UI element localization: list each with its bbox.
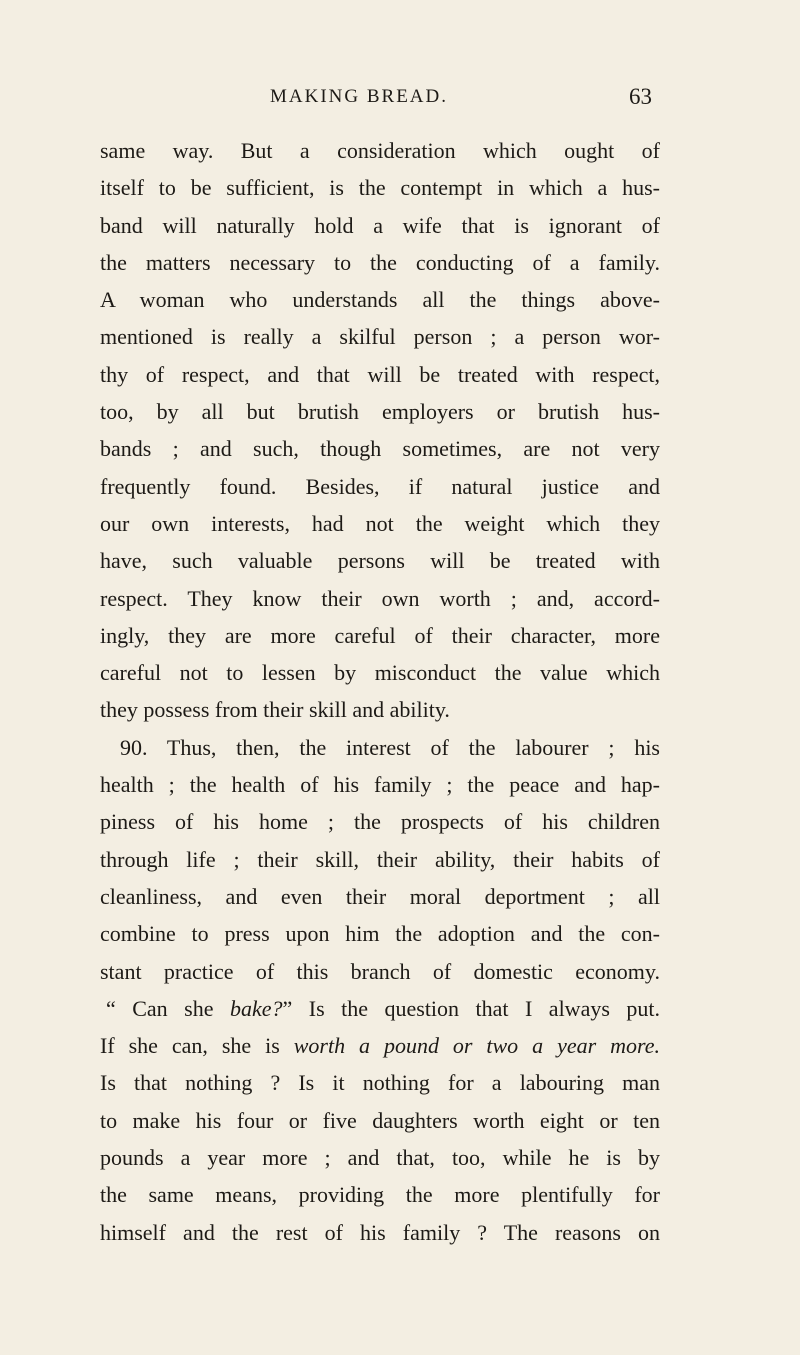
text-line: have, such valuable persons will be treated with (100, 548, 660, 574)
body-text (100, 132, 660, 1251)
text-line: itself to be sufficient, is the contempt in which a hus- (100, 175, 660, 201)
text-line-question (100, 990, 660, 1027)
running-head (0, 86, 800, 116)
running-title: MAKING BREAD. (270, 86, 448, 107)
text-line: through life ; their skill, their ability, their habits of (100, 846, 660, 872)
text-line: piness of his home ; the prospects of his children (100, 809, 660, 835)
text-segment: ” Is the question that I always put. (282, 995, 660, 1021)
text-line-answer (100, 1027, 660, 1064)
text-line: mentioned is really a skilful person ; a person wor- (100, 324, 660, 350)
text-line: same way. But a consideration which ought of (100, 138, 660, 163)
text-line: A woman who understands all the things above- (100, 287, 660, 313)
page-number: 63 (629, 84, 652, 109)
text-line: our own interests, had not the weight which they (100, 510, 660, 536)
text-line: cleanliness, and even their moral deportment ; all (100, 883, 660, 909)
text-line: the same means, providing the more plentifully for (100, 1182, 660, 1208)
text-line: thy of respect, and that will be treated with respect, (100, 361, 660, 387)
paragraph-start-line: 90. Thus, then, the interest of the labourer ; his (120, 734, 660, 760)
text-line: too, by all but brutish employers or brutish hus- (100, 399, 660, 425)
text-line: combine to press upon him the adoption and the con- (100, 921, 660, 947)
text-line: himself and the rest of his family ? The reasons on (100, 1219, 660, 1245)
italic-phrase: worth a pound or two a year more. (293, 1033, 660, 1059)
text-line: pounds a year more ; and that, too, while he is by (100, 1145, 660, 1171)
text-segment: “ Can she (106, 995, 230, 1021)
text-line: ingly, they are more careful of their character, more (100, 622, 660, 648)
text-line: band will naturally hold a wife that is ignorant of (100, 212, 660, 238)
text-segment: If she can, she is (100, 1033, 294, 1059)
text-line: bands ; and such, though sometimes, are not very (100, 436, 660, 462)
text-line: health ; the health of his family ; the peace and hap- (100, 772, 660, 798)
text-line: they possess from their skill and ability. (100, 697, 450, 723)
text-line: to make his four or five daughters worth eight or ten (100, 1107, 660, 1133)
text-line: respect. They know their own worth ; and, accord- (100, 585, 660, 611)
text-line: frequently found. Besides, if natural justice and (100, 473, 660, 499)
text-line: the matters necessary to the conducting of a family. (100, 249, 660, 275)
text-line: careful not to lessen by misconduct the value which (100, 660, 660, 686)
italic-phrase: bake? (229, 995, 283, 1021)
text-line: stant practice of this branch of domestic economy. (100, 958, 660, 984)
text-line: Is that nothing ? Is it nothing for a labouring man (100, 1070, 660, 1096)
